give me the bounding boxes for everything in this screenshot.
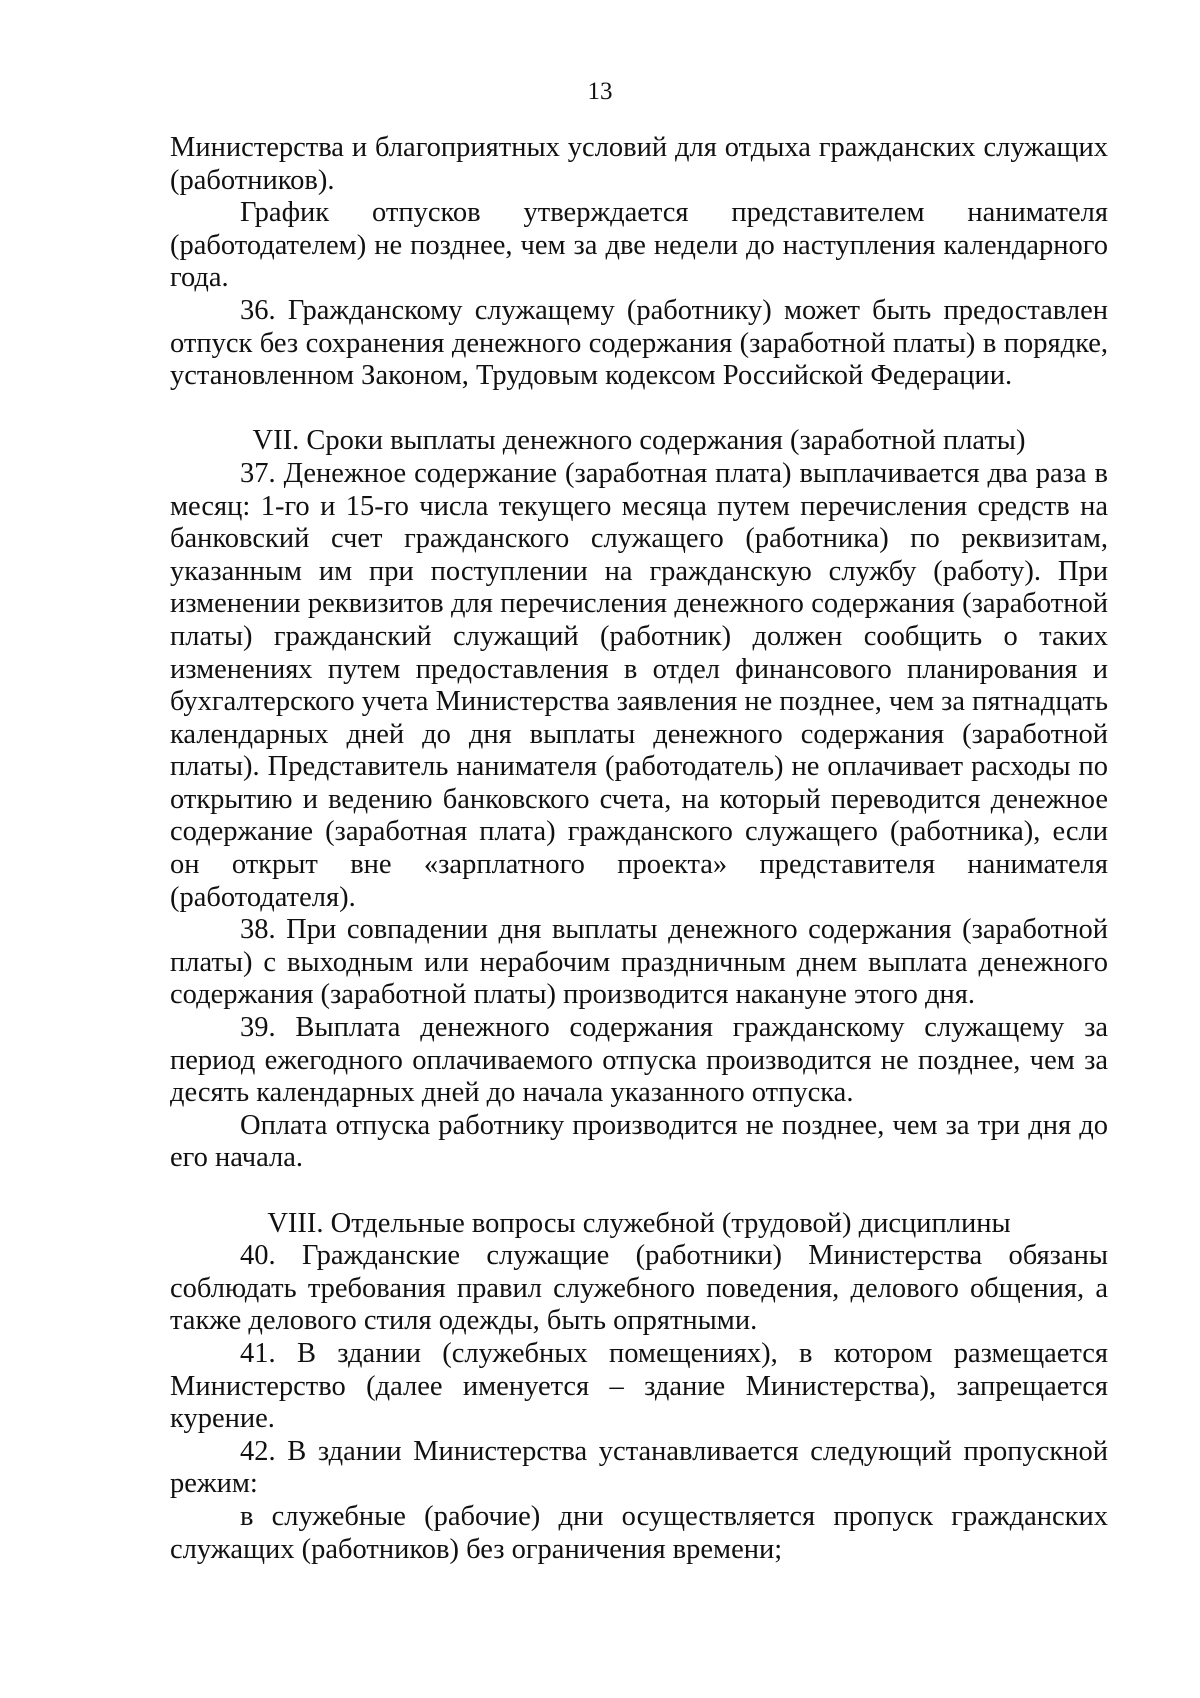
- section-heading-7: VII. Сроки выплаты денежного содержания (заработной платы): [252, 425, 1026, 457]
- paragraph-39: 39. Выплата денежного содержания гражданскому служащему за период ежегодного оплачиваемого отпуска производится не позднее, чем за десять календарных дней до начала указанного отпуска.: [170, 1012, 1108, 1109]
- section-heading-8: VIII. Отдельные вопросы служебной (трудовой) дисциплины: [267, 1207, 1011, 1239]
- section-gap: [170, 1175, 1108, 1208]
- paragraph-40: 40. Гражданские служащие (работники) Министерства обязаны соблюдать требования правил служебного поведения, делового общения, а также делового стиля одежды, быть опрятными.: [170, 1240, 1108, 1337]
- document-body: [170, 132, 1108, 1566]
- paragraph-36: 36. Гражданскому служащему (работнику) может быть предоставлен отпуск без сохранения денежного содержания (заработной платы) в порядке, установленном Законом, Трудовым кодексом Российской Федерации.: [170, 294, 1108, 392]
- paragraph-vacation-pay: Оплата отпуска работнику производится не позднее, чем за три дня до его начала.: [170, 1109, 1108, 1174]
- paragraph-37: 37. Денежное содержание (заработная плата) выплачивается два раза в месяц: 1-го и 15-го числа текущего месяца путем перечисления средств на банковский счет гражданского служащего (работника) по реквизитам, указанным им при поступлении на гражданскую службу (работу). При изменении реквизитов для перечисления денежного содержания (заработной платы) гражданский служащий (работник) должен сообщить о таких изменениях путем предоставления в отдел финансового планирования и бухгалтерского учета Министерства заявления не позднее, чем за пятнадцать календарных дней до дня выплаты денежного содержания (заработной платы). Представитель нанимателя (работодатель) не оплачивает расходы по открытию и ведению банковского счета, на который переводится денежное содержание (заработная плата) гражданского служащего (работника), если он открыт вне «зарплатного проекта» представителя нанимателя (работодателя).: [170, 457, 1108, 913]
- paragraph-access-workdays: в служебные (рабочие) дни осуществляется пропуск гражданских служащих (работников) без ограничения времени;: [170, 1500, 1108, 1565]
- paragraph-vacation-schedule: График отпусков утверждается представителем нанимателя (работодателем) не позднее, чем за две недели до наступления календарного года.: [170, 197, 1108, 294]
- section-gap: [170, 393, 1108, 426]
- paragraph-38: 38. При совпадении дня выплаты денежного содержания (заработной платы) с выходным или нерабочим праздничным днем выплата денежного содержания (заработной платы) производится накануне этого дня.: [170, 914, 1108, 1011]
- paragraph-41: 41. В здании (служебных помещениях), в котором размещается Министерство (далее именуется – здание Министерства), запрещается курение.: [170, 1337, 1108, 1435]
- paragraph-42: 42. В здании Министерства устанавливается следующий пропускной режим:: [170, 1435, 1108, 1500]
- page-number: 13: [587, 78, 613, 105]
- paragraph-continuation: Министерства и благоприятных условий для отдыха гражданских служащих (работников).: [170, 132, 1108, 196]
